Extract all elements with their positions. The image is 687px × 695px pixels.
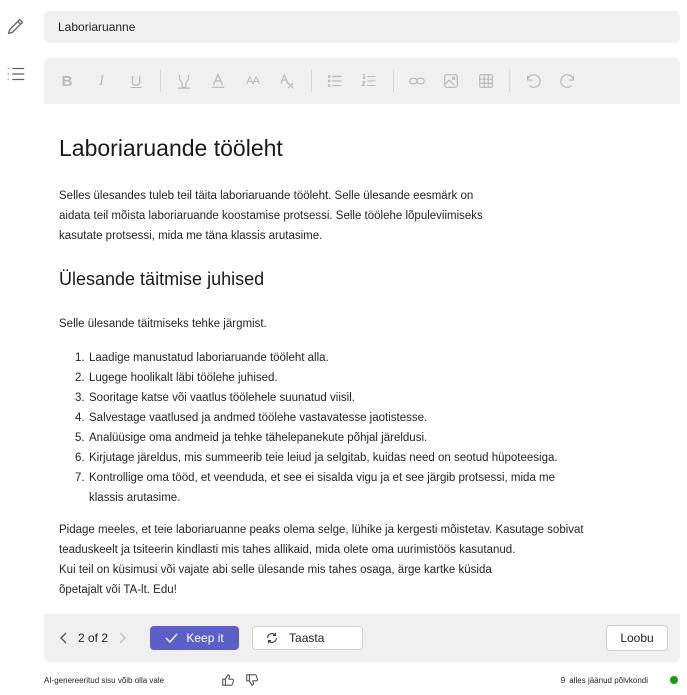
list-item: 1. Laadige manustatud laboriaruande tööleht alla.: [75, 352, 329, 364]
retry-button[interactable]: [252, 626, 363, 650]
document-body[interactable]: [44, 104, 680, 614]
generations-count: 9: [560, 675, 566, 685]
list-item: 5. Analüüsige oma andmeid ja tehke tähelepanekute põhjal järeldusi.: [75, 432, 428, 444]
bottom-status-bar: [44, 670, 680, 690]
thumbs-up-icon[interactable]: [220, 672, 236, 688]
left-rail: [0, 0, 40, 695]
draft-footer: [44, 614, 680, 662]
toolbar-divider: [509, 70, 510, 92]
intro-line: Selles ülesandes tuleb teil täita laboriaruande tööleht. Selle ülesande eesmärk on: [59, 190, 474, 202]
list-item: 7. Kontrollige oma tööd, et veenduda, et see ei sisalda vigu ja et see järgib protsessi, mida me klassis arutasime.: [75, 472, 556, 504]
cancel-label: Loobu: [620, 631, 654, 645]
next-draft-icon[interactable]: [114, 630, 130, 646]
clear-format-icon[interactable]: [276, 70, 298, 92]
font-color-icon[interactable]: [207, 70, 229, 92]
cancel-button[interactable]: [606, 625, 668, 651]
retry-label: Taasta: [289, 631, 325, 645]
link-icon[interactable]: [406, 70, 428, 92]
rich-text-editor: [44, 58, 680, 662]
keep-it-button[interactable]: [150, 626, 239, 650]
steps-list: [75, 348, 665, 508]
title-value: Laboriaruanne: [58, 20, 136, 34]
list-item: 2. Lugege hoolikalt läbi töölehe juhised.: [75, 372, 278, 384]
draft-page-count: 2 of 2: [78, 631, 109, 645]
table-icon[interactable]: [475, 70, 497, 92]
title-field[interactable]: [44, 11, 680, 43]
outro-paragraph: [59, 520, 619, 600]
checkmark-icon: [165, 633, 178, 643]
outro-line: teaduskeelt ja tsiteerin kindlasti mis tahes allikaid, mida olete oma uurimistöös kasutanud.: [59, 544, 516, 556]
font-size-icon[interactable]: AA: [246, 75, 259, 87]
image-icon[interactable]: [440, 70, 462, 92]
generations-remaining: [561, 675, 648, 685]
highlighter-icon[interactable]: [173, 70, 195, 92]
undo-icon[interactable]: [522, 70, 544, 92]
ai-disclaimer: AI-genereeritud sisu võib olla vale: [44, 675, 165, 685]
refresh-icon: [265, 631, 279, 645]
redo-icon[interactable]: [557, 70, 579, 92]
outro-line: õpetajalt või TA-lt. Edu!: [59, 584, 177, 596]
formatting-toolbar: [44, 58, 680, 104]
italic-icon[interactable]: I: [99, 72, 104, 89]
generations-label: alles jäänud põlvkondi: [569, 675, 648, 685]
bullets-icon[interactable]: [324, 70, 346, 92]
status-indicator: [670, 676, 678, 684]
intro-line: kasutate protsessi, mida me täna klassis arutasime.: [59, 230, 323, 242]
list-item: 4. Salvestage vaatlused ja andmed töölehe vastavatesse jaotistesse.: [75, 412, 428, 424]
list-item: 6. Kirjutage järeldus, mis summeerib teie leiud ja selgitab, kuidas need on seotud hüpoteesiga.: [75, 452, 558, 464]
intro-paragraph: [59, 186, 529, 246]
toolbar-divider: [311, 70, 312, 92]
outro-line: Kui teil on küsimusi või vajate abi selle ülesande mis tahes osaga, ärge kartke küsida: [59, 564, 492, 576]
intro-line: aidata teil mõista laboriaruande koostamise protsessi. Selle töölehe lõpuleviimiseks: [59, 210, 483, 222]
thumbs-down-icon[interactable]: [244, 672, 260, 688]
bold-icon[interactable]: B: [61, 72, 73, 90]
list-outline-icon[interactable]: [5, 63, 27, 85]
toolbar-divider: [160, 70, 161, 92]
document-heading: Laboriaruande tööleht: [59, 135, 283, 161]
section-heading: Ülesande täitmise juhised: [59, 269, 265, 289]
numbering-icon[interactable]: [358, 70, 380, 92]
lead-text: Selle ülesande täitmiseks tehke järgmist.: [59, 318, 267, 330]
list-item: 3. Sooritage katse või vaatlus töölehele suunatud viisil.: [75, 392, 355, 404]
outro-line: Pidage meeles, et teie laboriaruanne peaks olema selge, lühike ja kergesti mõistetav. Kasutage sobivat: [59, 524, 584, 536]
toolbar-divider: [393, 70, 394, 92]
underline-icon[interactable]: U: [130, 72, 142, 90]
pencil-icon[interactable]: [5, 15, 27, 37]
previous-draft-icon[interactable]: [56, 630, 72, 646]
keep-it-label: Keep it: [186, 631, 224, 645]
